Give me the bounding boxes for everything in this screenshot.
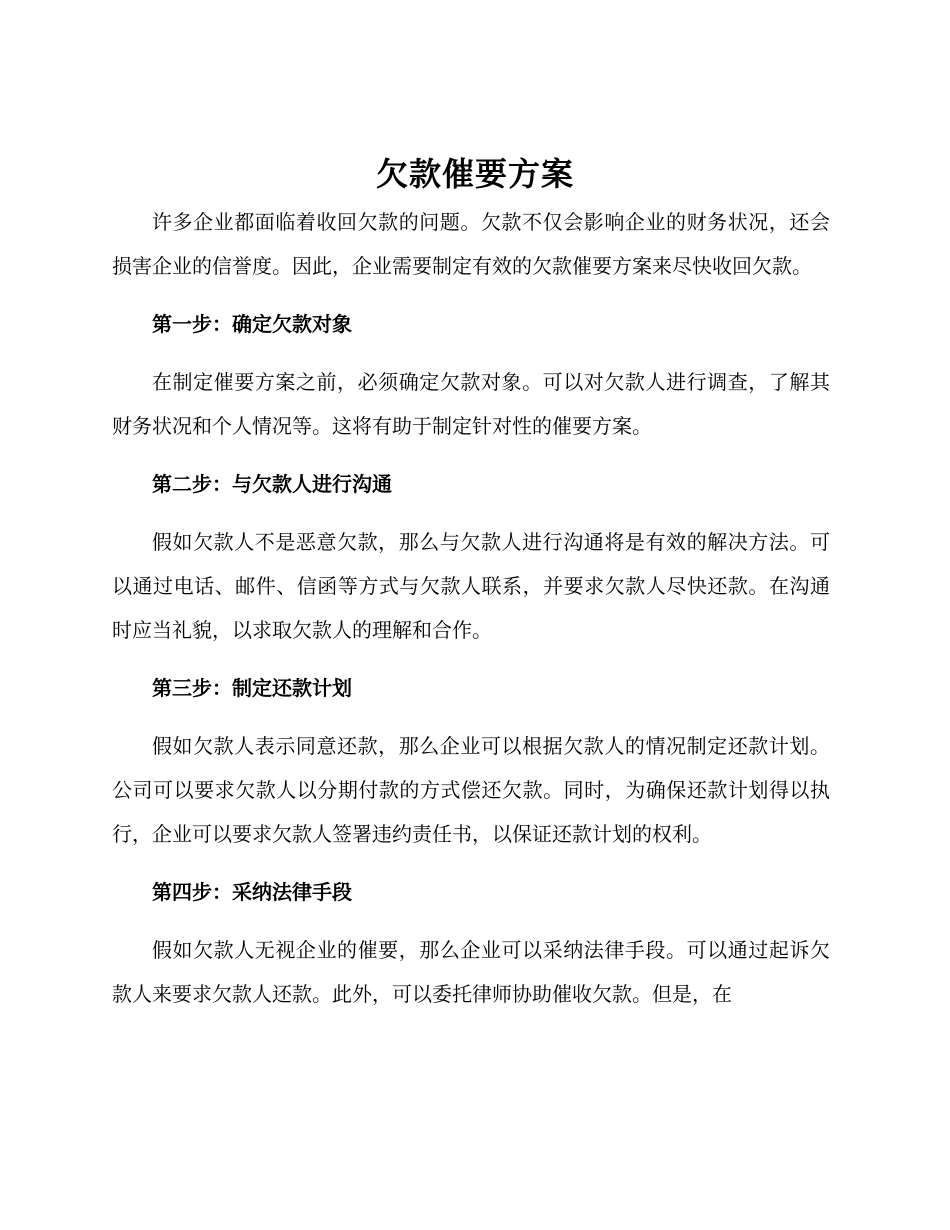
intro-paragraph: 许多企业都面临着收回欠款的问题。欠款不仅会影响企业的财务状况，还会损害企业的信誉度。因此，企业需要制定有效的欠款催要方案来尽快收回欠款。 [112,210,830,278]
section-heading-step-2: 第二步：与欠款人进行沟通 [152,472,392,496]
section-heading-step-3: 第三步：制定还款计划 [152,676,352,700]
section-body-step-2: 假如欠款人不是恶意欠款，那么与欠款人进行沟通将是有效的解决方法。可以通过电话、邮件、信函等方式与欠款人联系，并要求欠款人尽快还款。在沟通时应当礼貌，以求取欠款人的理解和合作。 [112,530,830,642]
section-heading-step-1: 第一步：确定欠款对象 [152,312,352,336]
section-heading-step-4: 第四步：采纳法律手段 [152,880,352,904]
section-body-step-3: 假如欠款人表示同意还款，那么企业可以根据欠款人的情况制定还款计划。公司可以要求欠款人以分期付款的方式偿还欠款。同时，为确保还款计划得以执行，企业可以要求欠款人签署违约责任书，以保证还款计划的权利。 [112,734,830,846]
section-body-step-1: 在制定催要方案之前，必须确定欠款对象。可以对欠款人进行调查，了解其财务状况和个人情况等。这将有助于制定针对性的催要方案。 [112,370,830,438]
section-body-step-4: 假如欠款人无视企业的催要，那么企业可以采纳法律手段。可以通过起诉欠款人来要求欠款人还款。此外，可以委托律师协助催收欠款。但是，在 [112,938,830,1006]
document-title: 欠款催要方案 [375,155,574,193]
